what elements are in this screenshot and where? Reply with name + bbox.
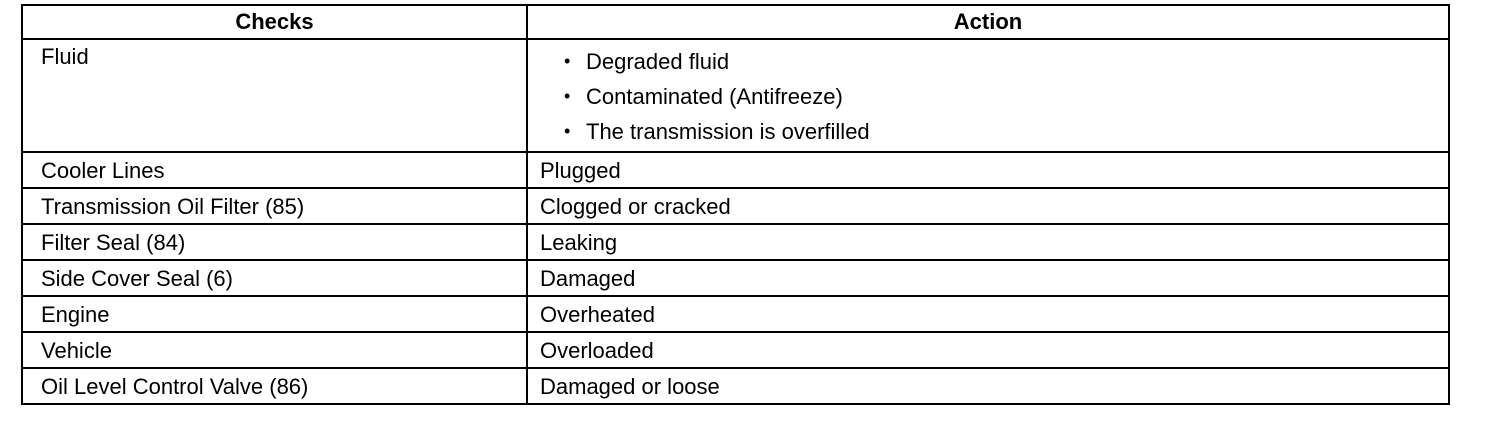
check-cell: Cooler Lines <box>22 152 527 188</box>
header-checks: Checks <box>22 5 527 39</box>
table-header-row <box>22 5 1449 39</box>
check-cell: Oil Level Control Valve (86) <box>22 368 527 404</box>
action-bullet-item: • Contaminated (Antifreeze) <box>564 79 1448 114</box>
check-cell: Fluid <box>22 39 527 152</box>
header-action: Action <box>527 5 1449 39</box>
table-row <box>22 39 1449 152</box>
action-cell: Leaking <box>527 224 1449 260</box>
table-row <box>22 296 1449 332</box>
action-cell: Plugged <box>527 152 1449 188</box>
action-bullet-item: • Degraded fluid <box>564 44 1448 79</box>
action-bullet-list <box>540 44 1448 149</box>
checks-action-table <box>21 4 1450 405</box>
table-row <box>22 332 1449 368</box>
action-cell: Clogged or cracked <box>527 188 1449 224</box>
table-row <box>22 368 1449 404</box>
action-cell: Damaged or loose <box>527 368 1449 404</box>
action-cell: Damaged <box>527 260 1449 296</box>
action-cell: Overloaded <box>527 332 1449 368</box>
check-cell: Transmission Oil Filter (85) <box>22 188 527 224</box>
action-bullet-item: • The transmission is overfilled <box>564 114 1448 149</box>
check-cell: Side Cover Seal (6) <box>22 260 527 296</box>
table-row <box>22 260 1449 296</box>
action-cell: Overheated <box>527 296 1449 332</box>
check-cell: Vehicle <box>22 332 527 368</box>
table-row <box>22 224 1449 260</box>
table-row <box>22 188 1449 224</box>
check-cell: Filter Seal (84) <box>22 224 527 260</box>
action-cell <box>527 39 1449 152</box>
check-cell: Engine <box>22 296 527 332</box>
table-row <box>22 152 1449 188</box>
